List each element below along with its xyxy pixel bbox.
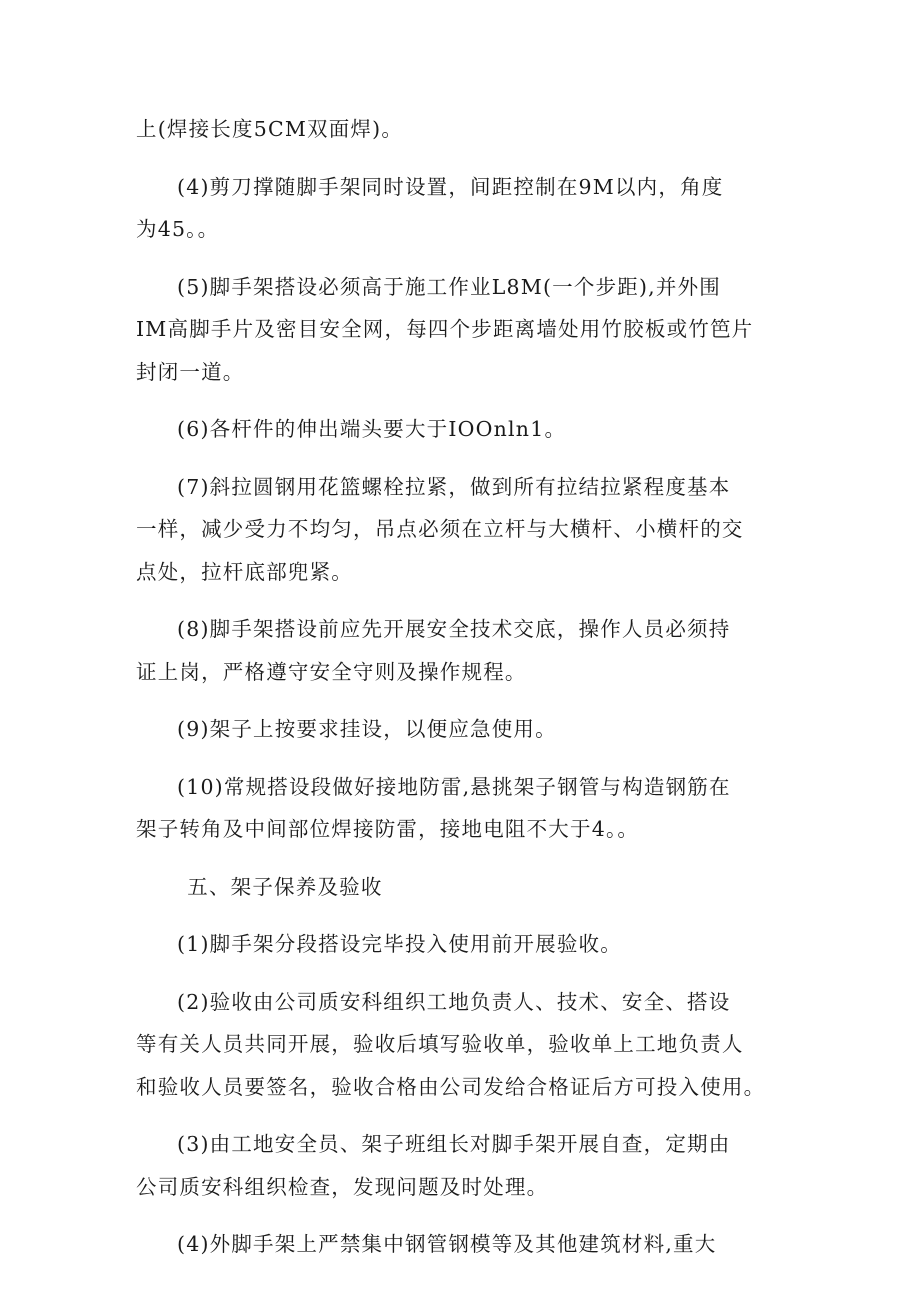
paragraph-item-8-briefing: (8)脚手架搭设前应先开展安全技术交底，操作人员必须持 证上岗，严格遵守安全守则及操作规程。 (136, 617, 731, 684)
paragraph-item-10-lightning: (10)常规搭设段做好接地防雷,悬挑架子钢管与构造钢筋在 架子转角及中间部位焊接防雷，接地电阻不大于4。。 (136, 774, 731, 841)
paragraph-acceptance-2: (2)验收由公司质安科组织工地负责人、技术、安全、搭设 等有关人员共同开展，验收后填写验收单，验收单上工地负责人 和验收人员要签名，验收合格由公司发给合格证后方可投入使用。 (136, 989, 766, 1099)
paragraph-welding: 上(焊接长度5CM双面焊)。 (136, 117, 404, 141)
section-heading-maintenance: 五、架子保养及验收 (187, 874, 383, 899)
paragraph-item-9-hanging: (9)架子上按要求挂设，以便应急使用。 (177, 717, 557, 741)
document-page (136, 108, 792, 1281)
paragraph-acceptance-4: (4)外脚手架上严禁集中钢管钢模等及其他建筑材料,重大 (177, 1232, 717, 1256)
paragraph-item-7-tension: (7)斜拉圆钢用花篮螺栓拉紧，做到所有拉结拉紧程度基本 一样，减少受力不均匀，吊点必须在立杆与大横杆、小横杆的交 点处，拉杆底部兜紧。 (136, 474, 744, 584)
paragraph-acceptance-3: (3)由工地安全员、架子班组长对脚手架开展自查，定期由 公司质安科组织检查，发现问题及时处理。 (136, 1132, 731, 1199)
paragraph-acceptance-1: (1)脚手架分段搭设完毕投入使用前开展验收。 (177, 932, 622, 956)
paragraph-item-5-height: (5)脚手架搭设必须高于施工作业L8M(一个步距),并外围 IM高脚手片及密目安全网，每四个步距离墙处用竹胶板或竹笆片 封闭一道。 (136, 274, 754, 384)
paragraph-item-6-ends: (6)各杆件的伸出端头要大于IOOnln1。 (177, 417, 567, 441)
paragraph-item-4-bracing: (4)剪刀撑随脚手架同时设置，间距控制在9M以内，角度 为45。。 (136, 174, 724, 241)
